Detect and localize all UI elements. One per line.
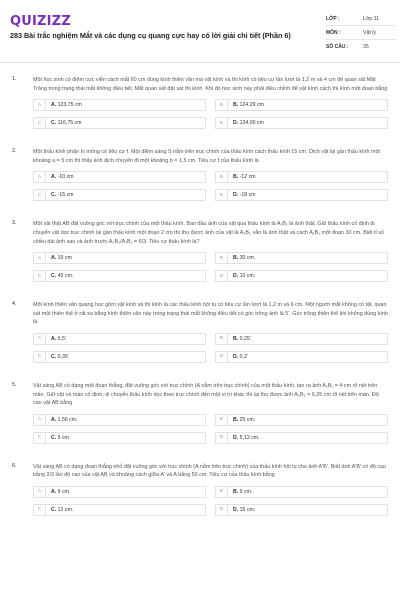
option-value: 6 cm. bbox=[57, 488, 71, 495]
option-key: D. bbox=[233, 192, 239, 199]
question-number: 4. bbox=[12, 301, 17, 308]
option-text bbox=[228, 489, 252, 495]
option-text bbox=[228, 120, 264, 126]
option-key: C. bbox=[51, 506, 57, 513]
answer-option-b[interactable] bbox=[215, 171, 388, 183]
option-letter: A bbox=[34, 415, 46, 425]
option-text bbox=[228, 102, 264, 108]
answer-option-d[interactable] bbox=[215, 189, 388, 201]
option-text bbox=[228, 192, 256, 198]
option-text bbox=[228, 255, 255, 261]
option-letter: D bbox=[216, 190, 228, 200]
option-key: A. bbox=[51, 102, 57, 109]
option-text bbox=[228, 336, 251, 342]
option-value: 124,00 cm bbox=[239, 120, 264, 127]
option-letter: A bbox=[34, 172, 46, 182]
question-number: 3. bbox=[12, 220, 17, 227]
option-value: 0,2' bbox=[239, 353, 248, 360]
option-key: A. bbox=[51, 488, 57, 495]
option-value: 12 cm. bbox=[57, 506, 74, 513]
meta-value: Lớp 11 bbox=[363, 15, 379, 22]
option-letter: A bbox=[34, 487, 46, 497]
answer-options bbox=[33, 99, 388, 129]
option-value: 9 cm. bbox=[239, 488, 253, 495]
answer-option-d[interactable] bbox=[215, 432, 388, 444]
option-key: B. bbox=[233, 102, 239, 109]
option-key: B. bbox=[233, 416, 239, 423]
option-text bbox=[46, 120, 81, 126]
option-key: B. bbox=[233, 255, 239, 262]
option-key: A. bbox=[51, 416, 57, 423]
option-value: 10 cm. bbox=[239, 273, 256, 280]
question-spacer bbox=[0, 201, 400, 220]
meta-value: Vật lý bbox=[363, 29, 376, 36]
option-value: -15 cm bbox=[57, 192, 74, 199]
answer-option-d[interactable] bbox=[215, 504, 388, 516]
option-value: 0,25' bbox=[239, 335, 251, 342]
option-text bbox=[46, 192, 74, 198]
question-text: Vật sáng AB có dạng một đoạn thẳng, đặt vuông góc với trục chính (A nằm trên trục chính) của một thấu kính, tạo ra ảnh A₁B₁ = 4 cm rõ nét trên màn. Giữ vật và màn cố định, di chuyển thấu kính dọc theo trục chính đến một vị trí khác thì lại thu được ảnh A₂B₂ = 6,25 cm rõ nét trên màn. Độ cao vật AB bằng bbox=[33, 382, 379, 407]
answer-options bbox=[33, 486, 388, 516]
option-key: D. bbox=[233, 506, 239, 513]
option-value: 0,5' bbox=[57, 335, 66, 342]
page-title: 283 Bài trắc nghiệm Mắt và các dụng cụ quang cực hay có lời giải chi tiết (Phần 6) bbox=[10, 31, 291, 40]
answer-option-d[interactable] bbox=[215, 270, 388, 282]
option-text bbox=[46, 417, 78, 423]
option-letter: D bbox=[216, 352, 228, 362]
option-letter: B bbox=[216, 334, 228, 344]
option-letter: C bbox=[34, 505, 46, 515]
answer-options bbox=[33, 252, 388, 282]
question-5 bbox=[0, 382, 400, 444]
answer-option-c[interactable] bbox=[33, 432, 206, 444]
option-value: 123,75 cm bbox=[57, 102, 82, 109]
answer-option-b[interactable] bbox=[215, 486, 388, 498]
option-key: C. bbox=[51, 273, 57, 280]
question-text: Một vật thật AB đặt vuông góc với trục chính của một thấu kính. Ban đầu ảnh của vật qua thấu kính là A₁B₁ là ảnh thật. Giữ thấu kính cố định di chuyển vật dọc trục chính lại gần thấu kính một đoạn 2 cm thì thu được ảnh của vật là A₂B₂ vẫn là ảnh thật và cách A₁B₁ một đoạn 30 cm. Biết tỉ số chiều dài ảnh sau và ảnh trước A₂B₂/A₁B₁ = 5/3. Tiêu cự thấu kính là? bbox=[33, 221, 384, 245]
option-letter: C bbox=[34, 190, 46, 200]
option-letter: C bbox=[34, 118, 46, 128]
option-key: B. bbox=[233, 174, 239, 181]
option-letter: C bbox=[34, 271, 46, 281]
option-value: 15 cm. bbox=[239, 506, 256, 513]
option-letter: A bbox=[34, 253, 46, 263]
quizizz-logo[interactable]: QUIZIZZ bbox=[10, 14, 71, 29]
option-value: 30 cm. bbox=[239, 255, 256, 262]
meta-label: LỚP : bbox=[326, 15, 340, 22]
option-letter: D bbox=[216, 118, 228, 128]
question-number: 1. bbox=[12, 76, 17, 82]
answer-option-d[interactable] bbox=[215, 351, 388, 363]
question-number: 2. bbox=[12, 148, 17, 155]
option-text bbox=[228, 435, 260, 441]
option-key: B. bbox=[233, 488, 239, 495]
option-value: -12 cm bbox=[239, 174, 256, 181]
answer-option-c[interactable] bbox=[33, 351, 206, 363]
question-spacer bbox=[0, 129, 400, 148]
answer-option-a[interactable] bbox=[33, 171, 206, 183]
question-text: Một kính thiên văn quang học gồm vật kính và thị kính là các thấu kính hội tụ có tiêu cự lần lượt là 1,2 m và 6 cm. Một người mắt không có tật, quan sát một thiên thể ở rất xa bằng kính thiên văn này trong trạng thái mắt không điều tiết có góc trông ảnh là 5'. Góc trông thiên thể khi không dùng kính là bbox=[33, 302, 388, 326]
answer-option-a[interactable] bbox=[33, 486, 206, 498]
quiz-meta bbox=[326, 12, 396, 54]
option-key: A. bbox=[51, 174, 57, 181]
question-list bbox=[0, 76, 400, 516]
meta-label: MÔN : bbox=[326, 29, 341, 36]
option-text bbox=[46, 102, 82, 108]
answer-options bbox=[33, 333, 388, 363]
option-letter: B bbox=[216, 253, 228, 263]
option-value: 124,29 cm bbox=[239, 102, 264, 109]
meta-value: 35 bbox=[363, 44, 369, 50]
option-text bbox=[46, 336, 66, 342]
option-key: C. bbox=[51, 192, 57, 199]
option-letter: B bbox=[216, 415, 228, 425]
question-spacer bbox=[0, 444, 400, 463]
question-number: 5. bbox=[12, 381, 17, 388]
question-spacer bbox=[0, 363, 400, 382]
answer-option-a[interactable] bbox=[33, 333, 206, 345]
option-text bbox=[46, 255, 72, 261]
option-value: 15 cm bbox=[57, 255, 72, 262]
question-text: Một học sinh có điểm cực viễn cách mắt 60 cm dùng kính thiên văn mà vật kính và thị kính có tiêu cự lần lượt là 1,2 m và 4 cm để quan sát Mặt Trăng trong trạng thái mắt không điều tiết. Mắt quan sát đặt sát thị kính. Khi đó học sinh này phải điều chỉnh để vật kính cách thị kính một đoạn bằng bbox=[33, 77, 388, 92]
option-key: C. bbox=[51, 120, 57, 127]
question-text: Một thấu kính phân kì mỏng có tiêu cự f. Một điểm sáng S nằm trên trục chính của thấu kính cách thấu kính 15 cm. Dịch vật lại gần thấu kính một khoảng a = 5 cm thì thấy ảnh dịch chuyển đi một khoảng b = 1,5 cm. Tiêu cự f của thấu kính là bbox=[33, 149, 380, 164]
question-text: Vật sáng AB có dạng đoạn thẳng nhỏ đặt vuông góc với trục chính (A nằm trên trục chính) của thấu kính hội tụ cho ảnh A'B'. Biết ảnh A'B' có độ cao bằng 2/3 lần độ cao của vật AB và khoảng cách giữa A' và A bằng 50 cm. Tiêu cự của thấu kính bằng bbox=[33, 463, 386, 479]
option-key: B. bbox=[233, 335, 239, 342]
option-letter: D bbox=[216, 433, 228, 443]
option-text bbox=[46, 273, 73, 279]
option-text bbox=[228, 417, 255, 423]
answer-option-c[interactable] bbox=[33, 189, 206, 201]
question-3 bbox=[0, 220, 400, 282]
option-letter: D bbox=[216, 505, 228, 515]
option-key: C. bbox=[51, 353, 57, 360]
option-key: D. bbox=[233, 353, 239, 360]
option-letter: C bbox=[34, 352, 46, 362]
option-letter: D bbox=[216, 271, 228, 281]
question-6 bbox=[0, 463, 400, 516]
option-letter: C bbox=[34, 433, 46, 443]
meta-label: SỐ CÂU : bbox=[326, 44, 349, 50]
answer-option-a[interactable] bbox=[33, 99, 206, 111]
option-value: -18 cm bbox=[239, 192, 256, 199]
option-value: 45 cm. bbox=[57, 273, 74, 280]
option-text bbox=[46, 174, 74, 180]
option-key: A. bbox=[51, 255, 57, 262]
answer-options bbox=[33, 414, 388, 444]
question-number: 6. bbox=[12, 462, 17, 469]
option-key: C. bbox=[51, 434, 57, 441]
option-value: -10 cm bbox=[57, 174, 74, 181]
option-letter: B bbox=[216, 172, 228, 182]
meta-question-count bbox=[326, 40, 396, 54]
answer-options bbox=[33, 171, 388, 201]
option-text bbox=[228, 174, 256, 180]
question-spacer bbox=[0, 282, 400, 301]
option-letter: B bbox=[216, 100, 228, 110]
option-text bbox=[46, 354, 69, 360]
meta-subject bbox=[326, 26, 396, 40]
option-value: 116,75 cm bbox=[57, 120, 82, 127]
question-4 bbox=[0, 301, 400, 363]
option-value: 25 cm. bbox=[239, 416, 256, 423]
option-key: D. bbox=[233, 120, 239, 127]
option-letter: B bbox=[216, 487, 228, 497]
meta-class bbox=[326, 12, 396, 26]
option-text bbox=[46, 489, 70, 495]
option-text bbox=[46, 507, 73, 513]
option-letter: A bbox=[34, 334, 46, 344]
option-key: D. bbox=[233, 434, 239, 441]
option-value: 0,35' bbox=[57, 353, 69, 360]
answer-option-c[interactable] bbox=[33, 270, 206, 282]
option-text bbox=[228, 354, 248, 360]
answer-option-b[interactable] bbox=[215, 333, 388, 345]
answer-option-d[interactable] bbox=[215, 117, 388, 129]
answer-option-a[interactable] bbox=[33, 414, 206, 426]
option-value: 1,56 cm. bbox=[57, 416, 78, 423]
option-key: A. bbox=[51, 335, 57, 342]
header-divider bbox=[0, 62, 400, 63]
option-text bbox=[228, 273, 255, 279]
answer-option-a[interactable] bbox=[33, 252, 206, 264]
option-key: D. bbox=[233, 273, 239, 280]
answer-option-b[interactable] bbox=[215, 414, 388, 426]
answer-option-b[interactable] bbox=[215, 99, 388, 111]
option-value: 5,12 cm. bbox=[239, 434, 260, 441]
option-value: 5 cm. bbox=[57, 434, 71, 441]
question-1 bbox=[0, 76, 400, 129]
question-2 bbox=[0, 148, 400, 201]
option-text bbox=[228, 507, 255, 513]
option-text bbox=[46, 435, 70, 441]
answer-option-b[interactable] bbox=[215, 252, 388, 264]
answer-option-c[interactable] bbox=[33, 504, 206, 516]
page-header bbox=[0, 0, 400, 62]
answer-option-c[interactable] bbox=[33, 117, 206, 129]
option-letter: A bbox=[34, 100, 46, 110]
